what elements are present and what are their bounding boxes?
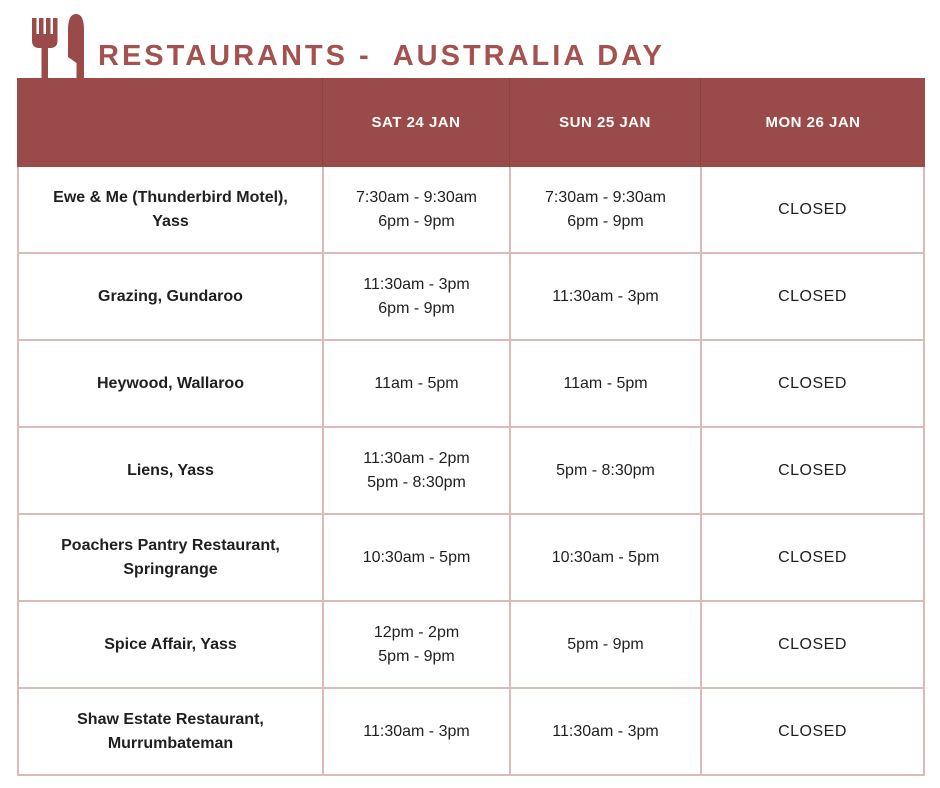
hours-sun xyxy=(509,689,700,774)
table-row xyxy=(19,513,923,600)
hours-sun xyxy=(509,428,700,513)
table-row xyxy=(19,167,923,252)
page-title: RESTAURANTS - AUSTRALIA DAY xyxy=(98,40,665,72)
restaurant-name: Spice Affair, Yass xyxy=(104,635,237,653)
hours-line: 12pm - 2pm xyxy=(373,623,460,641)
hours-mon xyxy=(700,254,923,339)
table-row xyxy=(19,687,923,774)
hours-line: 11:30am - 3pm xyxy=(552,287,659,305)
title-bar xyxy=(0,0,940,80)
header-cell-sat: SAT 24 JAN xyxy=(322,78,509,167)
table-row xyxy=(19,339,923,426)
hours-line: 10:30am - 5pm xyxy=(362,548,471,566)
hours-sun xyxy=(509,167,700,252)
hours-line: 5pm - 9pm xyxy=(567,635,644,653)
closed-label: CLOSED xyxy=(778,722,847,740)
hours-sat xyxy=(322,254,509,339)
hours-mon xyxy=(700,167,923,252)
table-row xyxy=(19,252,923,339)
hours-line: 11:30am - 3pm xyxy=(552,722,659,740)
table-row xyxy=(19,426,923,513)
closed-label: CLOSED xyxy=(778,548,847,566)
closed-label: CLOSED xyxy=(778,287,847,305)
hours-line: 11:30am - 3pm xyxy=(363,722,470,740)
restaurant-name: Liens, Yass xyxy=(127,461,214,479)
hours-sun xyxy=(509,254,700,339)
hours-sun xyxy=(509,515,700,600)
table-row xyxy=(19,600,923,687)
hours-line: 10:30am - 5pm xyxy=(551,548,660,566)
hours-line: 6pm - 9pm xyxy=(378,212,455,230)
restaurant-name: Shaw Estate Restaurant, Murrumbateman xyxy=(77,710,264,752)
closed-label: CLOSED xyxy=(778,200,847,218)
hours-sat xyxy=(322,167,509,252)
hours-sat xyxy=(322,515,509,600)
hours-line: 6pm - 9pm xyxy=(567,212,644,230)
restaurant-name: Heywood, Wallaroo xyxy=(97,374,244,392)
closed-label: CLOSED xyxy=(778,461,847,479)
hours-line: 7:30am - 9:30am xyxy=(356,188,477,206)
table-header-row xyxy=(17,78,925,167)
hours-sat xyxy=(322,341,509,426)
hours-line: 5pm - 8:30pm xyxy=(556,461,655,479)
hours-line: 7:30am - 9:30am xyxy=(545,188,666,206)
restaurant-name: Poachers Pantry Restaurant, Springrange xyxy=(61,536,280,578)
restaurant-name: Grazing, Gundaroo xyxy=(98,287,243,305)
header-cell-mon: MON 26 JAN xyxy=(700,78,925,167)
closed-label: CLOSED xyxy=(778,374,847,392)
hours-line: 11:30am - 3pm xyxy=(363,275,470,293)
hours-mon xyxy=(700,515,923,600)
restaurant-name: Ewe & Me (Thunderbird Motel), Yass xyxy=(53,188,288,230)
hours-sat xyxy=(322,689,509,774)
closed-label: CLOSED xyxy=(778,635,847,653)
hours-line: 11:30am - 2pm xyxy=(363,449,470,467)
hours-line: 5pm - 9pm xyxy=(378,647,455,665)
header-cell-sun: SUN 25 JAN xyxy=(509,78,700,167)
hours-line: 11am - 5pm xyxy=(374,374,459,392)
hours-sat xyxy=(322,602,509,687)
hours-line: 11am - 5pm xyxy=(563,374,648,392)
hours-mon xyxy=(700,689,923,774)
hours-mon xyxy=(700,428,923,513)
hours-sat xyxy=(322,428,509,513)
hours-sun xyxy=(509,341,700,426)
hours-mon xyxy=(700,602,923,687)
hours-mon xyxy=(700,341,923,426)
hours-sun xyxy=(509,602,700,687)
table-body xyxy=(17,167,925,776)
hours-line: 5pm - 8:30pm xyxy=(367,473,466,491)
hours-line: 6pm - 9pm xyxy=(378,299,455,317)
header-cell-blank xyxy=(17,78,322,167)
schedule-table xyxy=(17,78,925,776)
